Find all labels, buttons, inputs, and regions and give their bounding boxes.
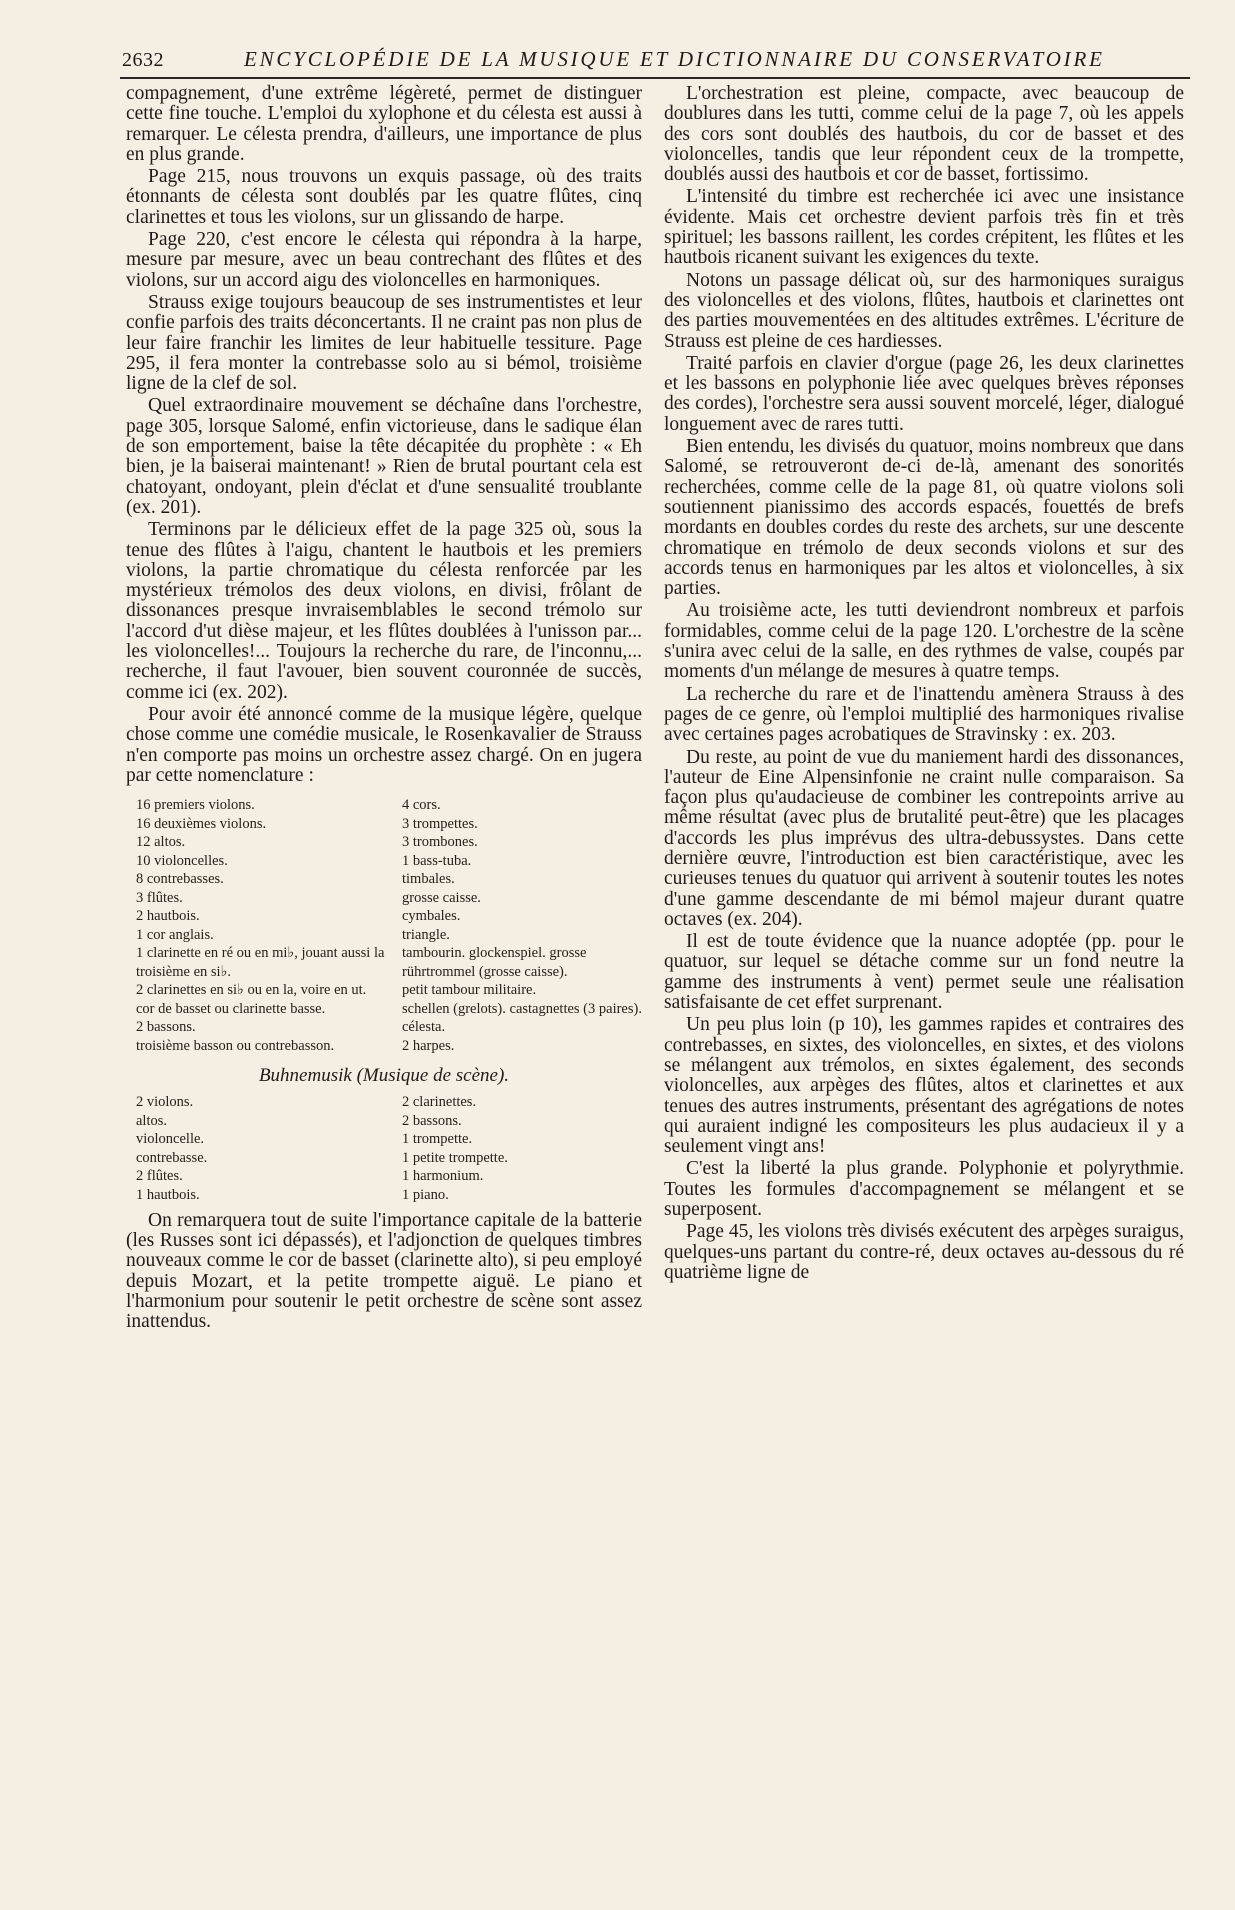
paragraph: compagnement, d'une extrême légèreté, permet de distinguer cette fine touche. L'emploi du xylophone et du célesta est aussi à remarquer. Le célesta prendra, d'ailleurs, une importance de plus en plus grande. <box>126 83 642 165</box>
list-item: timbales. <box>402 871 455 888</box>
list-item: 3 flûtes. <box>136 889 183 906</box>
paragraph: C'est la liberté la plus grande. Polyphonie et polyrythmie. Toutes les formules d'accompagnement se mélangent et se superposent. <box>664 1158 1184 1221</box>
list-item: 3 trompettes. <box>402 815 478 832</box>
header-rule <box>120 77 1190 79</box>
paragraph: L'orchestration est pleine, compacte, avec beaucoup de doublures dans les tutti, comme celui de la page 7, où les appels des cors sont doublés des hautbois, du cor de basset et des violoncelles, tandis que leur répondent ceux de la trompette, doublés aussi des hautbois et cor de basset, fortissimo. <box>664 83 1184 186</box>
list-item: 16 deuxièmes violons. <box>136 815 267 832</box>
list-item: 2 flûtes. <box>136 1168 183 1185</box>
stage-music-list <box>136 1093 648 1205</box>
list-item: 3 trombones. <box>402 834 478 851</box>
paragraph: On remarquera tout de suite l'importance capitale de la batterie (les Russes sont ici dépassés), et l'adjonction de quelques timbres nouveaux comme le cor de basset (clarinette alto), si peu employé depuis Mozart, et la petite trompette aiguë. Le piano et l'harmonium pour soutenir le petit orchestre de scène sont assez inattendus. <box>126 1209 642 1333</box>
list-item: tambourin. glockenspiel. grosse rührtrommel (grosse caisse). <box>402 945 587 980</box>
list-item: 2 clarinettes en si♭ ou en la, voire en ut. <box>136 982 367 999</box>
list-item: célesta. <box>402 1019 446 1036</box>
list-item: 1 clarinette en ré ou en mi♭, jouant aussi la troisième en si♭. <box>136 945 385 980</box>
list-item: 1 piano. <box>402 1187 449 1204</box>
paragraph: La recherche du rare et de l'inattendu amènera Strauss à des pages de ce genre, où l'emploi multiplié des harmoniques rivalise avec certaines pages acrobatiques de Stravinsky : ex. 203. <box>664 683 1184 746</box>
paragraph: Bien entendu, les divisés du quatuor, moins nombreux que dans Salomé, se retrouveront de-ci de-là, amenant des sonorités recherchées, comme celle de la page 81, où quatre violons soli soutiennent pianissimo des accords espacés, fouettés de brefs mordants en doubles cordes du reste des archets, sur une descente chromatique en trémolo de deux seconds violons et sur des accords tenus en harmoniques par les altos et violoncelles, à six parties. <box>664 436 1184 600</box>
list-item: 2 violons. <box>136 1094 194 1111</box>
paragraph: L'intensité du timbre est recherchée ici avec une insistance évidente. Mais cet orchestre devient parfois très fin et très spirituel; les bassons raillent, les cordes crépitent, les flûtes et les hautbois ricanent suivant les exigences du texte. <box>664 186 1184 269</box>
list-item: 2 clarinettes. <box>402 1094 477 1111</box>
list-item: altos. <box>136 1112 168 1129</box>
list-item: 8 contrebasses. <box>136 871 224 888</box>
paragraph: Du reste, au point de vue du maniement hardi des dissonances, l'auteur de Eine Alpensinfonie ne craint nulle comparaison. Sa façon plus qu'audacieuse de combiner les contrepoints arrive au même résultat (avec plus de brutalité peut-être) que les placages d'accords les plus imprévus des ultra-debussystes. Dans cette dernière œuvre, l'introduction est bien caractéristique, avec les curieuses tenues du quatuor qui arrivent à soutenir toutes les notes d'une gamme descendante de mi bémol majeur durant quatre octaves (ex. 204). <box>664 746 1184 930</box>
paragraph: Page 220, c'est encore le célesta qui répondra à la harpe, mesure par mesure, avec un beau contrechant des flûtes et des violons, sur un accord aigu des violoncelles en harmoniques. <box>126 229 642 291</box>
list-item: schellen (grelots). castagnettes (3 paires). <box>402 1000 642 1017</box>
list-item: petit tambour militaire. <box>402 982 537 999</box>
paragraph: Au troisième acte, les tutti deviendront nombreux et parfois formidables, comme celui de la page 120. L'orchestre de la scène s'unira avec celui de la salle, en des rythmes de valse, coupés par moments d'un mélange de mesures à quatre temps. <box>664 600 1184 683</box>
list-item: 4 cors. <box>402 797 441 814</box>
list-item: contrebasse. <box>136 1149 208 1166</box>
list-item: 12 altos. <box>136 834 186 851</box>
nomenclature-list <box>136 796 648 1055</box>
list-item: 2 bassons. <box>402 1112 462 1129</box>
list-item: troisième basson ou contrebasson. <box>136 1037 335 1054</box>
paragraph: Strauss exige toujours beaucoup de ses instrumentistes et leur confie parfois des traits déconcertants. Il ne craint pas non plus de leur faire franchir les limites de leur habituelle tessiture. Page 295, il fera monter la contrebasse solo au si bémol, troisième ligne de la clef de sol. <box>126 291 642 395</box>
list-item: 1 trompette. <box>402 1131 473 1148</box>
paragraph: Il est de toute évidence que la nuance adoptée (pp. pour le quatuor, sur lequel se détache comme sur un fond neutre la gamme des instruments à vent) permet seule une réalisation satisfaisante de cet effet surprenant. <box>664 931 1184 1014</box>
paragraph: Terminons par le délicieux effet de la page 325 où, sous la tenue des flûtes à l'aigu, chantent le hautbois et les premiers violons, la partie chromatique du célesta renforcée par les mystérieux trémolos des deux violons, en divisi, frôlant de dissonances presque invraisemblables le second trémolo sur l'accord d'ut dièse majeur, et les flûtes doublées à l'unisson par... les violoncelles!... Toujours la recherche du rare, de l'inconnu,... recherche, il faut l'avouer, bien souvent couronnée de succès, comme ici (ex. 202). <box>126 519 642 703</box>
paragraph: Page 215, nous trouvons un exquis passage, où des traits étonnants de célesta sont doublés par les quatre flûtes, cinq clarinettes et tous les violons, sur un glissando de harpe. <box>126 166 642 228</box>
list-item: triangle. <box>402 926 450 943</box>
left-column <box>126 84 642 1332</box>
paragraph: Quel extraordinaire mouvement se déchaîne dans l'orchestre, page 305, lorsque Salomé, enfin victorieuse, dans le sadique élan de son emportement, baise la tête décapitée du prophète : « Eh bien, je la baiserai maintenant! » Rien de brutal pourtant cela est chatoyant, ondoyant, plein d'éclat et d'une sensualité troublante (ex. 201). <box>126 395 642 518</box>
paragraph: Notons un passage délicat où, sur des harmoniques suraigus des violoncelles et des violons, flûtes, hautbois et clarinettes ont des parties mouvementées en des altitudes extrêmes. L'écriture de Strauss est pleine de ces hardiesses. <box>664 269 1184 352</box>
list-item: 10 violoncelles. <box>136 852 228 869</box>
page-header <box>120 44 1190 78</box>
list-item: 2 hautbois. <box>136 908 200 925</box>
list-item: 1 petite trompette. <box>402 1149 508 1166</box>
list-item: 1 bass-tuba. <box>402 852 472 869</box>
subsection-title: Buhnemusik (Musique de scène). <box>258 1065 510 1087</box>
paragraph: Page 45, les violons très divisés exécutent des arpèges suraigus, quelques-uns partant du contre-ré, deux octaves au-dessous du ré quatrième ligne de <box>664 1221 1184 1283</box>
running-title: ENCYCLOPÉDIE DE LA MUSIQUE ET DICTIONNAIRE DU CONSERVATOIRE <box>244 47 1105 71</box>
list-item: 16 premiers violons. <box>136 797 255 814</box>
list-item: 2 bassons. <box>136 1019 196 1036</box>
right-column <box>664 84 1184 1283</box>
list-item: violoncelle. <box>136 1131 205 1148</box>
page-number: 2632 <box>122 49 164 71</box>
list-item: cymbales. <box>402 908 461 925</box>
list-item: 1 harmonium. <box>402 1168 484 1185</box>
paragraph: Traité parfois en clavier d'orgue (page 26, les deux clarinettes et les bassons en polyphonie liée avec quelques brèves réponses des cordes), l'orchestre sera aussi souvent morcelé, léger, dialogué longuement avec de rares tutti. <box>664 352 1184 435</box>
list-item: grosse caisse. <box>402 889 481 906</box>
paragraph: Pour avoir été annoncé comme de la musique légère, quelque chose comme une comédie musicale, le Rosenkavalier de Strauss n'en comporte pas moins un orchestre assez chargé. On en jugera par cette nomenclature : <box>126 703 642 786</box>
list-item: cor de basset ou clarinette basse. <box>136 1000 326 1017</box>
paragraph: Un peu plus loin (p 10), les gammes rapides et contraires des contrebasses, en sixtes, des violoncelles, en sixtes, et des violons se mélangent aux trémolos, en sixtes également, des seconds violoncelles, aux arpèges des flûtes, altos et clarinettes et aux tenues des autres instruments, présentant des agrégations de notes qui auraient indigné les compositeurs les plus audacieux il y a seulement vingt ans! <box>664 1014 1184 1158</box>
list-item: 2 harpes. <box>402 1037 455 1054</box>
list-item: 1 hautbois. <box>136 1187 200 1204</box>
list-item: 1 cor anglais. <box>136 926 214 943</box>
